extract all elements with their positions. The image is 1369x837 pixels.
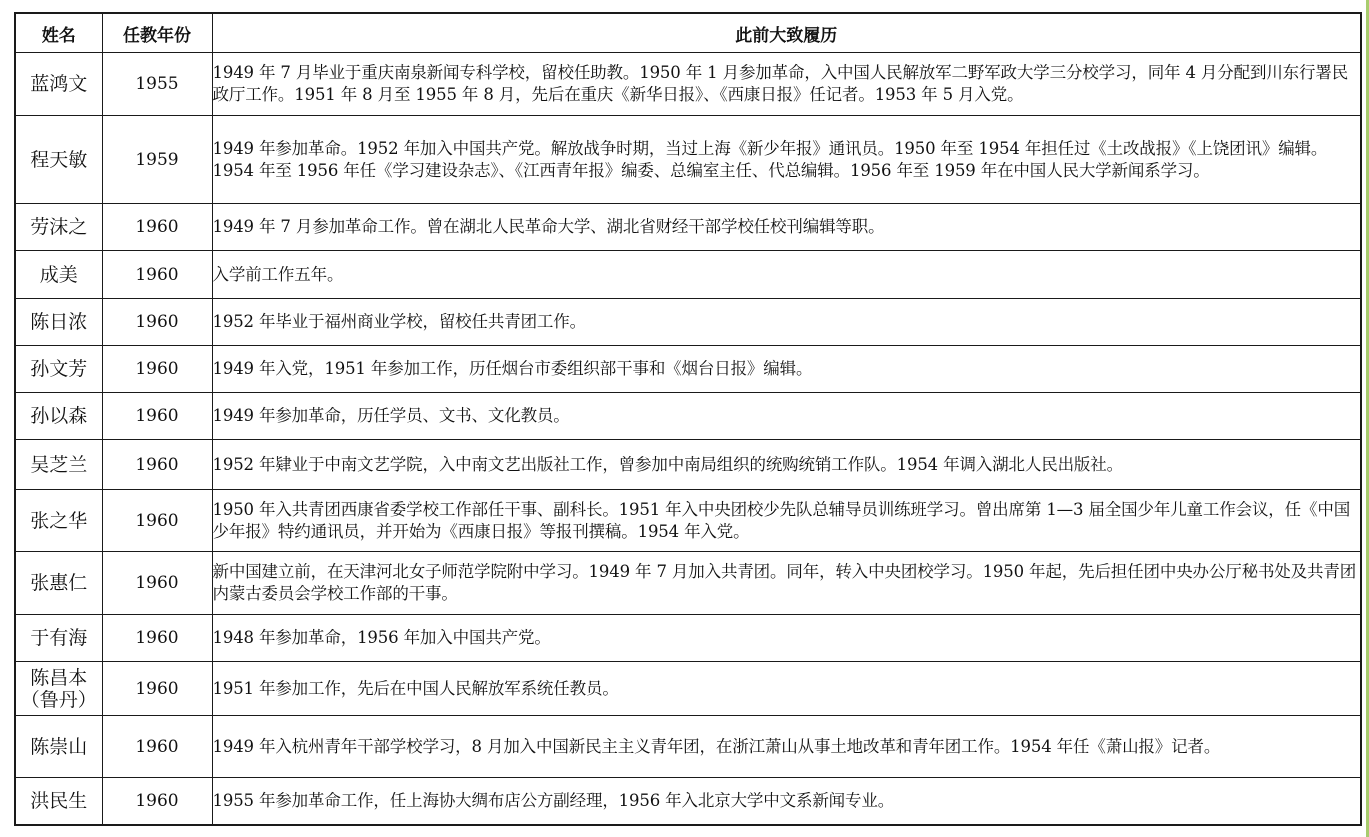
table-row — [15, 615, 1361, 662]
person-name: 陈昌本 — [30, 666, 88, 689]
table-row — [15, 204, 1361, 251]
year-cell: 1960 — [102, 299, 212, 346]
bio-cell: 1952 年毕业于福州商业学校，留校任共青团工作。 — [212, 299, 1361, 346]
header-name: 姓名 — [15, 13, 102, 53]
person-alias: （鲁丹） — [20, 688, 97, 711]
year-cell: 1960 — [102, 346, 212, 393]
header-year: 任教年份 — [102, 13, 212, 53]
bio-cell: 1949 年 7 月毕业于重庆南泉新闻专科学校，留校任助教。1950 年 1 月参加革命，入中国人民解放军二野军政大学三分校学习，同年 4 月分配到川东行署民政厅工作。1951 年 8 月至 1955 年 8 月，先后在重庆《新华日报》、《西康日报》任记者。1953 年 5 月入党。 — [212, 53, 1361, 116]
table-row — [15, 552, 1361, 615]
name-cell: 张之华 — [15, 490, 102, 552]
year-cell: 1960 — [102, 204, 212, 251]
year-cell: 1960 — [102, 393, 212, 440]
year-cell: 1955 — [102, 53, 212, 116]
table-row — [15, 490, 1361, 552]
table-row — [15, 116, 1361, 204]
year-cell: 1959 — [102, 116, 212, 204]
year-cell: 1960 — [102, 552, 212, 615]
name-cell — [15, 662, 102, 716]
year-cell: 1960 — [102, 251, 212, 299]
table-row — [15, 440, 1361, 490]
name-cell: 孙以森 — [15, 393, 102, 440]
header-bio: 此前大致履历 — [212, 13, 1361, 53]
table-row — [15, 662, 1361, 716]
table-row — [15, 299, 1361, 346]
name-cell: 洪民生 — [15, 778, 102, 825]
name-cell: 孙文芳 — [15, 346, 102, 393]
bio-cell: 1955 年参加革命工作，任上海协大绸布店公方副经理，1956 年入北京大学中文系新闻专业。 — [212, 778, 1361, 825]
name-cell: 于有海 — [15, 615, 102, 662]
name-cell: 劳沫之 — [15, 204, 102, 251]
year-cell: 1960 — [102, 662, 212, 716]
bio-cell: 1949 年 7 月参加革命工作。曾在湖北人民革命大学、湖北省财经干部学校任校刊编辑等职。 — [212, 204, 1361, 251]
bio-cell: 1951 年参加工作，先后在中国人民解放军系统任教员。 — [212, 662, 1361, 716]
table-row — [15, 53, 1361, 116]
name-cell: 陈日浓 — [15, 299, 102, 346]
name-cell: 程天敏 — [15, 116, 102, 204]
name-cell: 成美 — [15, 251, 102, 299]
header-row — [15, 13, 1361, 53]
table-row — [15, 251, 1361, 299]
name-cell: 陈崇山 — [15, 716, 102, 778]
year-cell: 1960 — [102, 778, 212, 825]
name-cell: 张惠仁 — [15, 552, 102, 615]
year-cell: 1960 — [102, 615, 212, 662]
bio-cell: 1952 年肄业于中南文艺学院，入中南文艺出版社工作，曾参加中南局组织的统购统销工作队。1954 年调入湖北人民出版社。 — [212, 440, 1361, 490]
bio-cell: 新中国建立前，在天津河北女子师范学院附中学习。1949 年 7 月加入共青团。同年，转入中央团校学习。1950 年起，先后担任团中央办公厅秘书处及共青团内蒙古委员会学校工作部的干事。 — [212, 552, 1361, 615]
table-row — [15, 778, 1361, 825]
bio-cell: 1949 年入杭州青年干部学校学习，8 月加入中国新民主主义青年团，在浙江萧山从事土地改革和青年团工作。1954 年任《萧山报》记者。 — [212, 716, 1361, 778]
year-cell: 1960 — [102, 490, 212, 552]
year-cell: 1960 — [102, 440, 212, 490]
bio-cell: 1948 年参加革命，1956 年加入中国共产党。 — [212, 615, 1361, 662]
table-row — [15, 346, 1361, 393]
year-cell: 1960 — [102, 716, 212, 778]
faculty-bio-table — [14, 12, 1362, 826]
bio-cell: 1950 年入共青团西康省委学校工作部任干事、副科长。1951 年入中央团校少先队总辅导员训练班学习。曾出席第 1—3 届全国少年儿童工作会议，任《中国少年报》特约通讯员，并开始为《西康日报》等报刊撰稿。1954 年入党。 — [212, 490, 1361, 552]
bio-cell: 1949 年参加革命，历任学员、文书、文化教员。 — [212, 393, 1361, 440]
table-row — [15, 393, 1361, 440]
bio-cell: 1949 年入党，1951 年参加工作，历任烟台市委组织部干事和《烟台日报》编辑。 — [212, 346, 1361, 393]
bio-cell: 1949 年参加革命。1952 年加入中国共产党。解放战争时期，当过上海《新少年报》通讯员。1950 年至 1954 年担任过《土改战报》《上饶团讯》编辑。1954 年至 1956 年任《学习建设杂志》、《江西青年报》编委、总编室主任、代总编辑。1956 年至 1959 年在中国人民大学新闻系学习。 — [212, 116, 1361, 204]
bio-cell: 入学前工作五年。 — [212, 251, 1361, 299]
name-cell: 吴芝兰 — [15, 440, 102, 490]
name-cell: 蓝鸿文 — [15, 53, 102, 116]
table-row — [15, 716, 1361, 778]
